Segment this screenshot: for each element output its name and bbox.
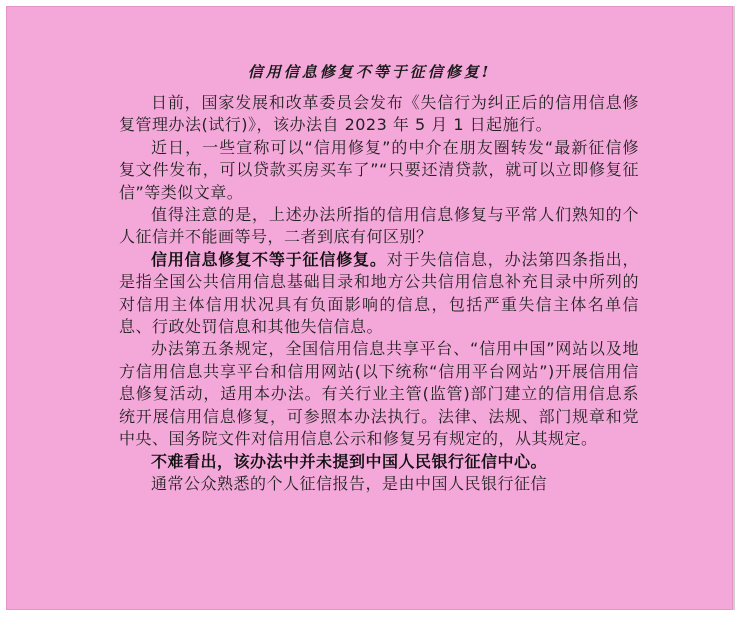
paragraph-2-text: 近日，一些宣称可以“信用修复”的中介在朋友圈转发“最新征信修复文件发布，可以贷款买房买车了”“只要还清贷款，就可以立即修复征信”等类似文章。 — [119, 137, 639, 202]
paragraph-5 — [119, 338, 639, 450]
paragraph-4 — [119, 249, 639, 339]
paragraph-1 — [119, 92, 639, 137]
paragraph-5-text: 办法第五条规定，全国信用信息共享平台、“信用中国”网站以及地方信用信息共享平台和信用网站(以下统称“信用平台网站”)开展信用信息修复活动，适用本办法。有关行业主管(监管)部门建立的信用信息系统开展信用信息修复，可参照本办法执行。法律、法规、部门规章和党中央、国务院文件对信用信息公示和修复另有规定的，从其规定。 — [119, 339, 639, 449]
paragraph-3-text: 值得注意的是，上述办法所指的信用信息修复与平常人们熟知的个人征信并不能画等号，二者到底有何区别？ — [119, 205, 639, 247]
paragraph-3 — [119, 204, 639, 249]
pink-document-page — [6, 6, 735, 610]
paragraph-7 — [119, 473, 639, 495]
paragraph-2 — [119, 137, 639, 204]
paragraph-4-text: 对于失信信息，办法第四条指出，是指全国公共信用信息基础目录和地方公共信用信息补充目录中所列的对信用主体信用状况具有负面影响的信息，包括严重失信主体名单信息、行政处罚信息和其他失信信息。 — [119, 249, 639, 337]
paragraph-1-text: 日前，国家发展和改革委员会发布《失信行为纠正后的信用信息修复管理办法(试行)》，该办法自 2023 年 5 月 1 日起施行。 — [119, 93, 639, 135]
paragraph-6 — [119, 451, 639, 473]
paragraph-4-bold-lead: 信用信息修复不等于征信修复。 — [151, 249, 387, 269]
paragraph-7-text: 通常公众熟悉的个人征信报告，是由中国人民银行征信 — [151, 473, 548, 493]
paragraph-6-bold-lead: 不难看出，该办法中并未提到中国人民银行征信中心。 — [151, 451, 548, 471]
document-title: 信用信息修复不等于征信修复! — [247, 63, 492, 81]
document-body — [119, 92, 639, 495]
